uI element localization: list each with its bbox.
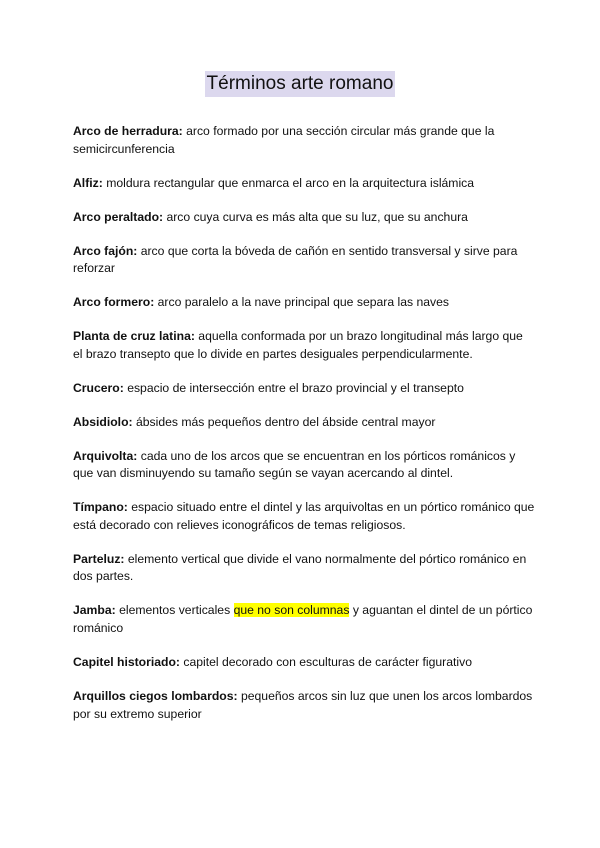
glossary-term: Jamba: (73, 603, 116, 618)
glossary-term: Arco fajón: (73, 243, 138, 258)
glossary-definition-before: elementos verticales (119, 603, 231, 618)
glossary-term: Crucero: (73, 380, 124, 395)
page-title: Términos arte romano (205, 71, 396, 97)
glossary-entry (73, 243, 535, 278)
glossary-term: Absidiolo: (73, 414, 133, 429)
glossary-entry (73, 448, 535, 483)
glossary-definition: ábsides más pequeños dentro del ábside central mayor (135, 414, 436, 429)
glossary-entry (73, 294, 535, 312)
glossary-term: Alfiz: (73, 175, 103, 190)
glossary-entry (73, 328, 535, 363)
glossary-definition: capitel decorado con esculturas de carácter figurativo (183, 654, 472, 669)
glossary-entry (73, 602, 535, 637)
glossary-definition: arco que corta la bóveda de cañón en sentido transversal y sirve para reforzar (73, 243, 518, 276)
glossary-term: Arquivolta: (73, 448, 138, 463)
glossary-definition: moldura rectangular que enmarca el arco en la arquitectura islámica (106, 175, 475, 190)
glossary-term: Capitel historiado: (73, 654, 180, 669)
glossary-entry (73, 414, 535, 432)
highlighted-text: que no son columnas (233, 603, 350, 618)
glossary-entry (73, 380, 535, 398)
glossary-entry (73, 551, 535, 586)
glossary-definition: arco cuya curva es más alta que su luz, que su anchura (166, 209, 468, 224)
glossary-definition: espacio de intersección entre el brazo provincial y el transepto (127, 380, 464, 395)
glossary-term: Arco formero: (73, 295, 155, 310)
glossary-term: Planta de cruz latina: (73, 329, 195, 344)
glossary-term: Arquillos ciegos lombardos: (73, 688, 238, 703)
glossary-term: Parteluz: (73, 551, 125, 566)
glossary-definition: aquella conformada por un brazo longitudinal más largo que el brazo transepto que lo divide en partes desiguales perpendicularmente. (73, 329, 523, 361)
glossary-definition: arco paralelo a la nave principal que separa las naves (157, 295, 449, 310)
glossary-definition-after: y aguantan el dintel de un pórtico románico (73, 603, 533, 635)
glossary-entry (73, 654, 535, 672)
glossary-entry (73, 123, 535, 158)
glossary-definition: pequeños arcos sin luz que unen los arcos lombardos por su extremo superior (73, 688, 533, 721)
glossary-entry (73, 175, 535, 193)
glossary-entry (73, 209, 535, 227)
glossary-definition: arco formado por una sección circular más grande que la semicircunferencia (73, 124, 495, 156)
title-container (0, 71, 600, 97)
glossary-list (73, 123, 535, 740)
glossary-definition: cada uno de los arcos que se encuentran en los pórticos románicos y que van disminuyendo su tamaño según se vayan acercando al dintel. (73, 448, 516, 481)
glossary-term: Arco peraltado: (73, 209, 164, 224)
glossary-term: Tímpano: (73, 500, 128, 515)
glossary-definition: elemento vertical que divide el vano normalmente del pórtico románico en dos partes. (73, 551, 527, 584)
glossary-definition: espacio situado entre el dintel y las arquivoltas en un pórtico románico que está decorado con relieves iconográficos de temas religiosos. (73, 500, 535, 532)
glossary-entry (73, 688, 535, 723)
glossary-term: Arco de herradura: (73, 124, 183, 138)
glossary-entry (73, 499, 535, 534)
